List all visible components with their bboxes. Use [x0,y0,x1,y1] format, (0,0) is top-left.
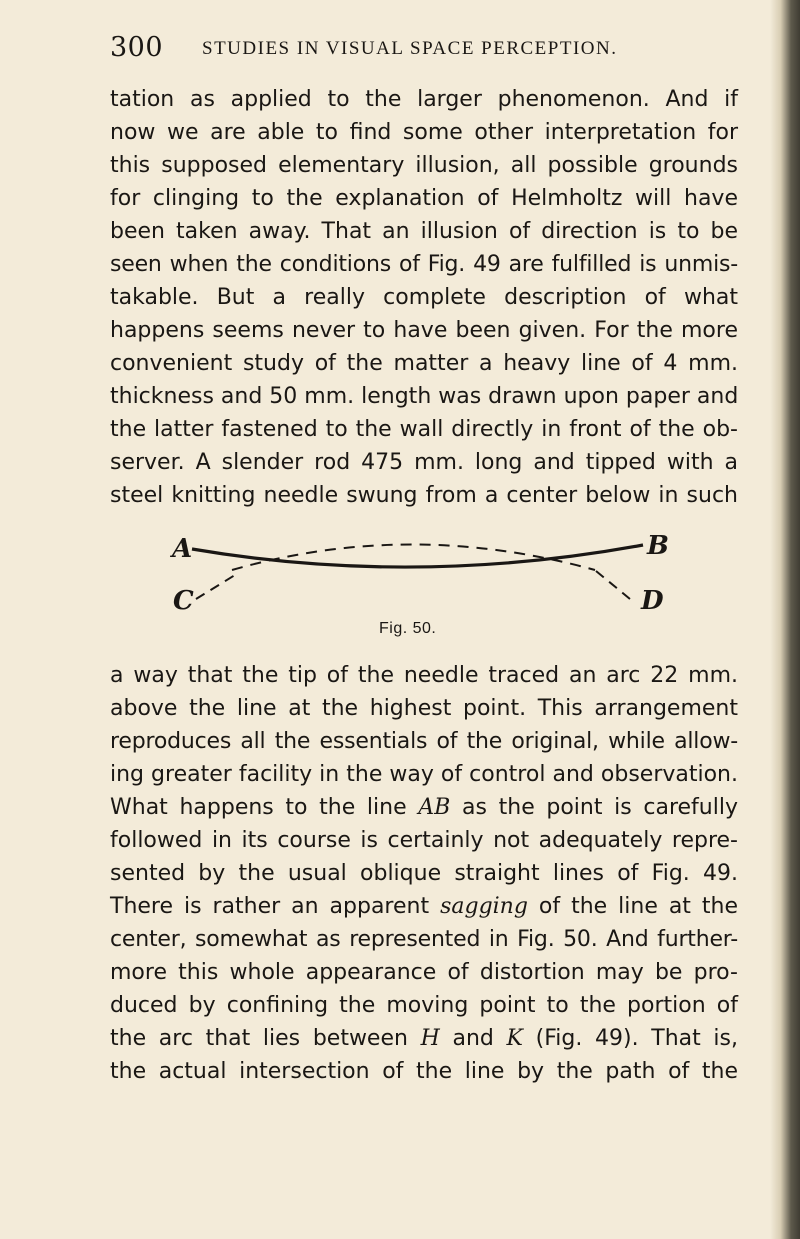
text-fragment: of the line at the [527,894,738,919]
figure-label-d: D [641,586,664,616]
text-line [110,791,738,824]
text-line: now we are able to find some other interpretation for [110,120,738,145]
text-line: convenient study of the matter a heavy line of 4 mm. [110,351,738,376]
text-fragment: as the point is carefully [450,795,738,820]
text-line: seen when the conditions of Fig. 49 are fulfilled is unmis- [110,252,738,277]
figure-50 [160,527,720,649]
text-line: ing greater facility in the way of control and observation. [110,762,738,787]
text-fragment: the arc that lies between [110,1026,421,1051]
figure-caption: Fig. 50. [379,620,437,637]
text-line: the actual intersection of the line by the path of the [110,1059,738,1084]
page-header [110,32,750,66]
paragraph-bottom [110,659,738,1088]
text-fragment: (Fig. 49). That is, [522,1026,738,1051]
text-line: tation as applied to the larger phenomenon. And if [110,87,738,112]
dashed-lead-d [596,571,630,599]
text-line: the latter fastened to the wall directly in front of the ob- [110,417,738,442]
italic-term-h: H [420,1026,440,1051]
text-line: duced by confining the moving point to the portion of [110,993,738,1018]
text-line: thickness and 50 mm. length was drawn upon paper and [110,384,739,409]
text-line: steel knitting needle swung from a center below in such [110,483,738,508]
text-fragment: and [439,1026,507,1051]
italic-term-ab: AB [418,795,451,820]
text-line [110,1022,738,1055]
text-fragment: What happens to the line [110,795,419,820]
text-line: happens seems never to have been given. For the more [110,318,738,343]
text-line: above the line at the highest point. This arrangement [110,696,738,721]
text-line: server. A slender rod 475 mm. long and tipped with a [110,450,738,475]
figure-50-drawing [160,527,720,649]
text-line: center, somewhat as represented in Fig. 50. And further- [110,927,738,952]
italic-term-k: K [506,1026,523,1051]
text-line: more this whole appearance of distortion may be pro- [110,960,738,985]
text-line: followed in its course is certainly not adequately repre- [110,828,738,853]
figure-label-a: A [172,534,193,564]
dashed-lead-c [196,575,235,599]
text-line: a way that the tip of the needle traced an arc 22 mm. [110,663,738,688]
text-line: been taken away. That an illusion of direction is to be [110,219,738,244]
page-number: 300 [110,32,164,63]
paragraph-top [110,83,738,512]
text-line: takable. But a really complete description of what [110,285,738,310]
page-edge-shadow [770,0,800,1239]
text-fragment: There is rather an apparent [110,894,441,919]
figure-label-c: C [173,586,194,616]
running-head: STUDIES IN VISUAL SPACE PERCEPTION. [202,38,618,59]
text-line [110,890,738,923]
figure-label-b: B [647,531,669,561]
text-line: sented by the usual oblique straight lines of Fig. 49. [110,861,738,886]
text-line: reproduces all the essentials of the original, while allow- [110,729,738,754]
text-line: this supposed elementary illusion, all possible grounds [110,153,738,178]
text-line: for clinging to the explanation of Helmholtz will have [110,186,738,211]
sagging-line-ab [192,545,643,567]
italic-term-sagging: sagging [440,894,528,919]
